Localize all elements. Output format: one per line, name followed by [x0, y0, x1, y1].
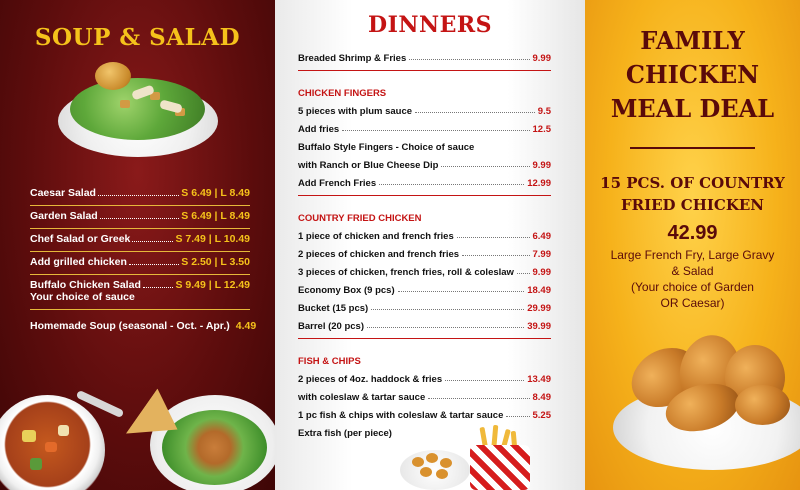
- item-name: Buffalo Style Fingers - Choice of sauce: [298, 142, 475, 153]
- section-divider: [298, 195, 551, 196]
- dot-leader: [506, 416, 529, 417]
- item-price: S 2.50 | L 3.50: [181, 256, 250, 268]
- chicken-salad-plate-image: [150, 395, 275, 490]
- popcorn-shrimp-image: [420, 467, 432, 477]
- section-heading: COUNTRY FRIED CHICKEN: [298, 213, 422, 224]
- dinners-list: [298, 46, 551, 439]
- item-price: 12.5: [532, 124, 551, 135]
- desc-line: (Your choice of Garden: [631, 280, 754, 294]
- title-line: MEAL DEAL: [610, 94, 775, 123]
- fish-chips-image: [400, 425, 525, 490]
- title-divider: [630, 147, 755, 149]
- soup-vegetable-image: [22, 430, 36, 442]
- list-item: [298, 403, 551, 421]
- item-price: 9.5: [537, 106, 551, 117]
- fries-basket-image: [470, 445, 530, 490]
- list-item: [298, 260, 551, 278]
- dot-leader: [409, 59, 529, 60]
- subtitle-line: FRIED CHICKEN: [620, 196, 765, 214]
- item-name: 1 piece of chicken and french fries: [298, 231, 454, 242]
- desc-line: Large French Fry, Large Gravy: [610, 248, 775, 262]
- list-item: [298, 224, 551, 242]
- dot-leader: [457, 237, 530, 238]
- list-item: [298, 171, 551, 189]
- dot-leader: [517, 273, 530, 274]
- list-item: [298, 314, 551, 332]
- popcorn-shrimp-image: [440, 458, 452, 468]
- section-heading: FISH & CHIPS: [298, 356, 361, 367]
- popcorn-shrimp-image: [412, 457, 424, 467]
- section-heading: CHICKEN FINGERS: [298, 88, 387, 99]
- list-item: [298, 296, 551, 314]
- item-name: Caesar Salad: [30, 187, 96, 199]
- item-name: 2 pieces of chicken and french fries: [298, 249, 460, 260]
- list-item: [298, 153, 551, 171]
- subtitle-line: 15 PCS. OF COUNTRY: [600, 174, 785, 192]
- section-divider: [298, 338, 551, 339]
- item-name: Chef Salad or Greek: [30, 233, 131, 245]
- item-name: 2 pieces of 4oz. haddock & fries: [298, 374, 443, 385]
- item-price: 9.99: [532, 53, 551, 64]
- dot-leader: [100, 218, 180, 219]
- bread-roll-image: [95, 62, 131, 90]
- item-name: Breaded Shrimp & Fries: [298, 53, 407, 64]
- item-price: S 6.49 | L 8.49: [181, 187, 250, 199]
- dot-leader: [379, 184, 524, 185]
- list-item: [298, 385, 551, 403]
- item-name: with coleslaw & tartar sauce: [298, 392, 426, 403]
- dot-leader: [342, 130, 529, 131]
- list-item: [298, 46, 551, 64]
- chicken-salad-image: [162, 410, 267, 485]
- fried-chicken-image: [735, 385, 790, 425]
- item-price: 8.49: [532, 392, 551, 403]
- list-item: [298, 117, 551, 135]
- list-item: [30, 183, 250, 206]
- item-price: 18.49: [527, 285, 551, 296]
- item-price: 5.25: [532, 410, 551, 421]
- family-deal-panel: [585, 0, 800, 490]
- dot-leader: [428, 398, 529, 399]
- soup-salad-title: SOUP & SALAD: [34, 24, 241, 51]
- soup-vegetable-image: [45, 442, 57, 452]
- item-price: 39.99: [527, 321, 551, 332]
- item-name: Bucket (15 pcs): [298, 303, 369, 314]
- list-item: [298, 278, 551, 296]
- desc-line: OR Caesar): [660, 296, 725, 310]
- dot-leader: [98, 195, 179, 196]
- item-price: S 9.49 | L 12.49: [175, 279, 250, 291]
- dot-leader: [129, 264, 179, 265]
- item-price: 29.99: [527, 303, 551, 314]
- item-name: with Ranch or Blue Cheese Dip: [298, 160, 439, 171]
- item-price: 13.49: [527, 374, 551, 385]
- dinners-panel: [275, 0, 585, 490]
- list-item: [30, 252, 250, 275]
- popcorn-shrimp-image: [426, 453, 438, 463]
- item-name: 3 pieces of chicken, french fries, roll & coleslaw: [298, 267, 514, 278]
- item-price: 6.49: [532, 231, 551, 242]
- dot-leader: [367, 327, 524, 328]
- desc-line: & Salad: [671, 264, 714, 278]
- dot-leader: [143, 287, 174, 288]
- dot-leader: [462, 255, 529, 256]
- item-name: Add grilled chicken: [30, 256, 127, 268]
- item-price: 9.99: [532, 160, 551, 171]
- list-item: [30, 229, 250, 252]
- soup-salad-panel: [0, 0, 275, 490]
- dot-leader: [132, 241, 173, 242]
- item-name: Garden Salad: [30, 210, 98, 222]
- item-note: Your choice of sauce: [30, 291, 135, 303]
- item-price: 9.99: [532, 267, 551, 278]
- list-item: [298, 367, 551, 385]
- title-line: CHICKEN: [625, 60, 760, 89]
- list-item: [298, 135, 551, 153]
- popcorn-shrimp-image: [436, 469, 448, 479]
- family-deal-title: [585, 24, 800, 126]
- soup-vegetable-image: [58, 425, 69, 436]
- family-deal-description: [600, 247, 785, 311]
- family-deal-price: 42.99: [667, 222, 718, 244]
- item-price: 7.99: [532, 249, 551, 260]
- family-deal-subtitle: [585, 172, 800, 216]
- dot-leader: [415, 112, 535, 113]
- item-price: S 7.49 | L 10.49: [175, 233, 250, 245]
- item-name: Barrel (20 pcs): [298, 321, 365, 332]
- title-line: FAMILY: [640, 26, 745, 55]
- item-name: Buffalo Chicken Salad: [30, 279, 141, 291]
- dot-leader: [445, 380, 524, 381]
- item-price: S 6.49 | L 8.49: [181, 210, 250, 222]
- item-price: 4.49: [235, 320, 257, 332]
- crouton-image: [120, 100, 130, 108]
- list-item: [30, 206, 250, 229]
- soup-salad-list: [30, 183, 257, 338]
- item-name: Economy Box (9 pcs): [298, 285, 395, 296]
- item-name: Homemade Soup (seasonal - Oct. - Apr.): [30, 320, 230, 332]
- dot-leader: [398, 291, 525, 292]
- dinners-title: DINNERS: [367, 12, 493, 38]
- list-item: [298, 242, 551, 260]
- list-item: [30, 275, 250, 310]
- dot-leader: [441, 166, 529, 167]
- soup-vegetable-image: [30, 458, 42, 470]
- item-name: Extra fish (per piece): [298, 428, 392, 439]
- item-price: 12.99: [527, 178, 551, 189]
- list-item: [30, 316, 257, 338]
- list-item: [298, 99, 551, 117]
- section-divider: [298, 70, 551, 71]
- dot-leader: [371, 309, 524, 310]
- item-name: Add fries: [298, 124, 340, 135]
- item-name: 1 pc fish & chips with coleslaw & tartar sauce: [298, 410, 504, 421]
- item-name: 5 pieces with plum sauce: [298, 106, 413, 117]
- item-name: Add French Fries: [298, 178, 377, 189]
